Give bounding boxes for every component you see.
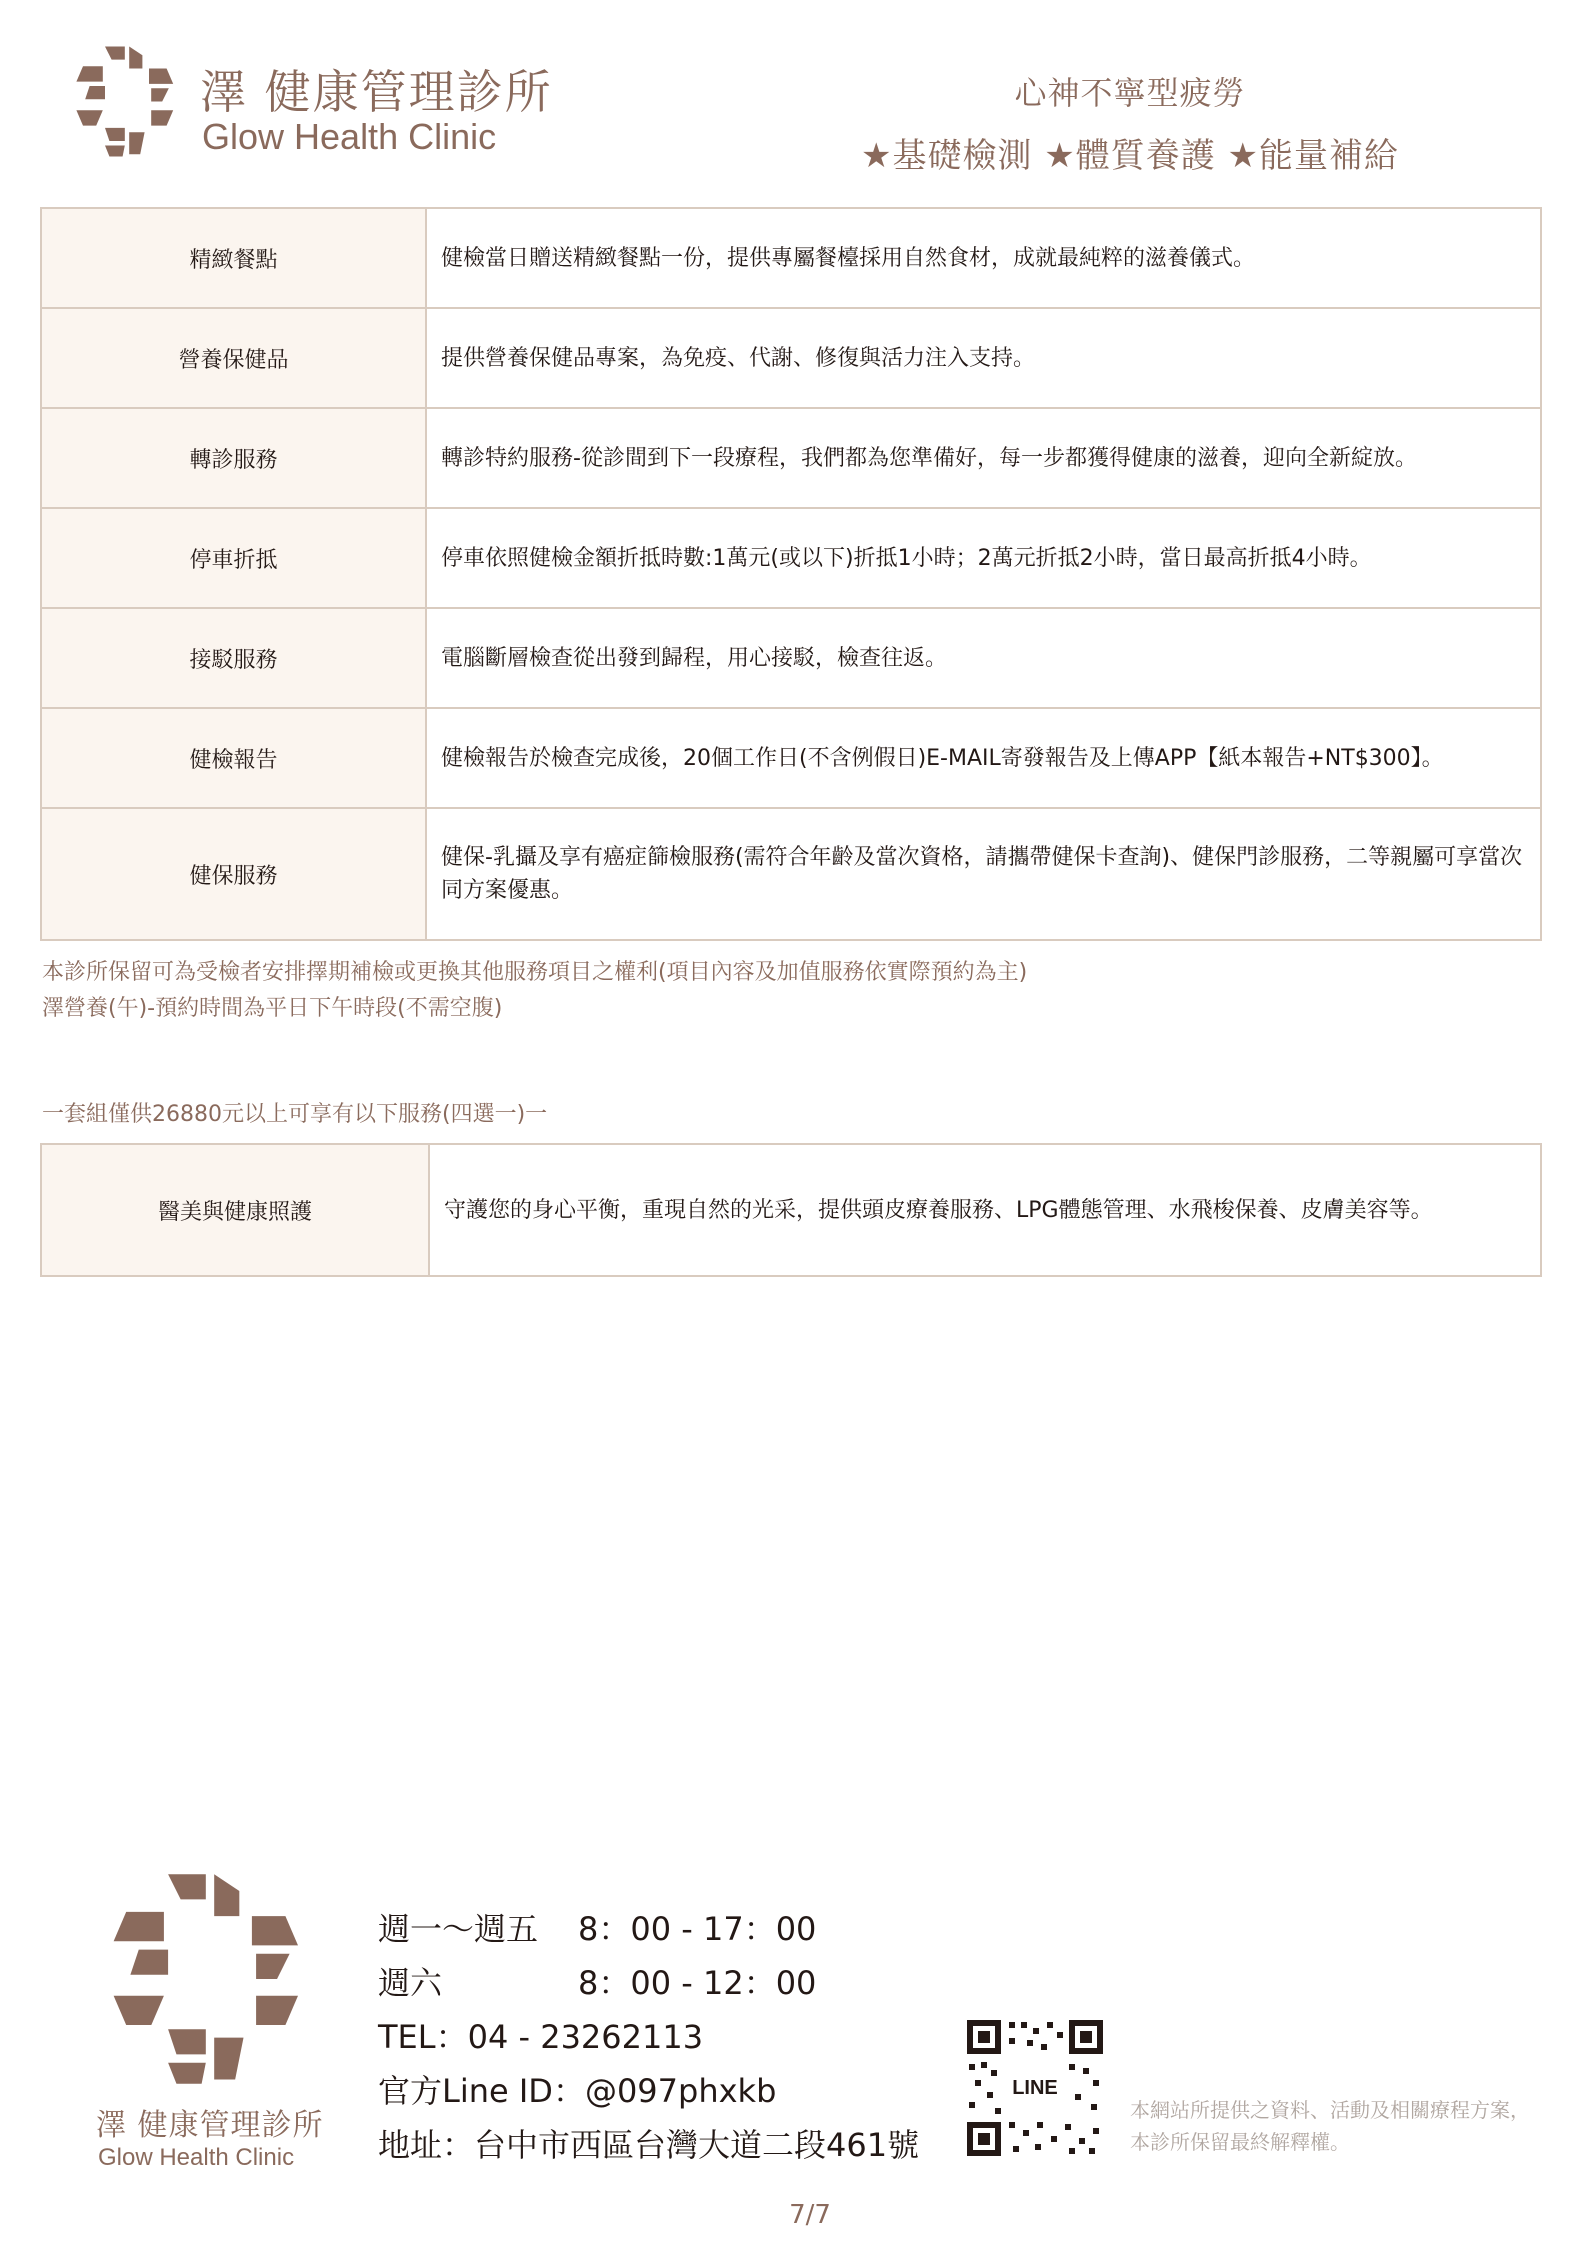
saturday-label: 週六 [378,1964,443,2002]
brand-name-en: Glow Health Clinic [202,116,497,157]
table-row [41,308,1541,408]
line-qr-code[interactable] [965,2018,1105,2158]
service-label: 健檢報告 [41,708,426,808]
disclaimer-line-2: 本診所保留最終解釋權。 [1130,2130,1350,2154]
clinic-brand [72,44,592,174]
service-label: 接駁服務 [41,608,426,708]
extra-service-table [40,1143,1542,1277]
clinic-logo-large-icon [100,1870,320,2090]
qr-line-label: LINE [1012,2077,1058,2099]
service-label: 健保服務 [41,808,426,940]
disclaimer [1130,2094,1530,2158]
plan-heading [850,68,1410,177]
disclaimer-line-1: 本網站所提供之資料、活動及相關療程方案， [1130,2098,1530,2122]
telephone: TEL：04 - 23262113 [378,2018,704,2056]
table-row [41,408,1541,508]
service-label: 精緻餐點 [41,208,426,308]
service-desc: 轉診特約服務-從診間到下一段療程，我們都為您準備好，每一步都獲得健康的滋養，迎向全新綻放。 [426,408,1541,508]
services-table [40,207,1542,941]
service-label: 營養保健品 [41,308,426,408]
clinic-logo-icon [72,44,182,160]
service-desc: 健保-乳攝及享有癌症篩檢服務(需符合年齡及當次資格，請攜帶健保卡查詢)、健保門診服務，二等親屬可享當次同方案優惠。 [426,808,1541,940]
reserve-note: 本診所保留可為受檢者安排擇期補檢或更換其他服務項目之權利(項目內容及加值服務依實際預約為主) [42,960,1028,985]
address: 地址：台中市西區台灣大道二段461號 [378,2126,920,2164]
table-row [41,808,1541,940]
brand-name-zh: 澤 健康管理診所 [200,65,553,119]
table-row [41,208,1541,308]
contact-info [378,1902,919,2172]
service-desc: 停車依照健檢金額折抵時數:1萬元(或以下)折抵1小時；2萬元折抵2小時，當日最高折抵4小時。 [426,508,1541,608]
service-desc: 健檢當日贈送精緻餐點一份，提供專屬餐檯採用自然食材，成就最純粹的滋養儀式。 [426,208,1541,308]
line-id: 官方Line ID：@097phxkb [378,2072,777,2110]
service-desc: 提供營養保健品專案，為免疫、代謝、修復與活力注入支持。 [426,308,1541,408]
service-label: 停車折抵 [41,508,426,608]
page-number: 7/7 [789,2200,831,2230]
nutrition-note: 澤營養(午)-預約時間為平日下午時段(不需空腹) [42,996,503,1021]
table-row [41,1144,1541,1276]
weekday-hours-row [378,1902,919,1956]
service-label: 醫美與健康照護 [41,1144,429,1276]
service-desc: 電腦斷層檢查從出發到歸程，用心接駁，檢查往返。 [426,608,1541,708]
footer-brand-zh: 澤 健康管理診所 [96,2108,324,2143]
saturday-hours-row [378,1956,919,2010]
plan-subtitle: 心神不寧型疲勞 [1014,74,1246,112]
table-row [41,508,1541,608]
service-desc: 健檢報告於檢查完成後，20個工作日(不含例假日)E-MAIL寄發報告及上傳APP【紙本報告+NT$300】。 [426,708,1541,808]
table-row [41,708,1541,808]
table-row [41,608,1541,708]
saturday-hours: 8：00 - 12：00 [578,1964,817,2002]
plan-title: ★基礎檢測 ★體質養護 ★能量補給 [860,136,1400,176]
weekday-hours: 8：00 - 17：00 [578,1910,817,1948]
footer-brand-en: Glow Health Clinic [98,2144,295,2171]
service-label: 轉診服務 [41,408,426,508]
weekday-label: 週一～週五 [378,1910,539,1948]
package-note: 一套組僅供26880元以上可享有以下服務(四選一)一 [42,1102,548,1127]
service-desc: 守護您的身心平衡，重現自然的光采，提供頭皮療養服務、LPG體態管理、水飛梭保養、皮膚美容等。 [429,1144,1541,1276]
